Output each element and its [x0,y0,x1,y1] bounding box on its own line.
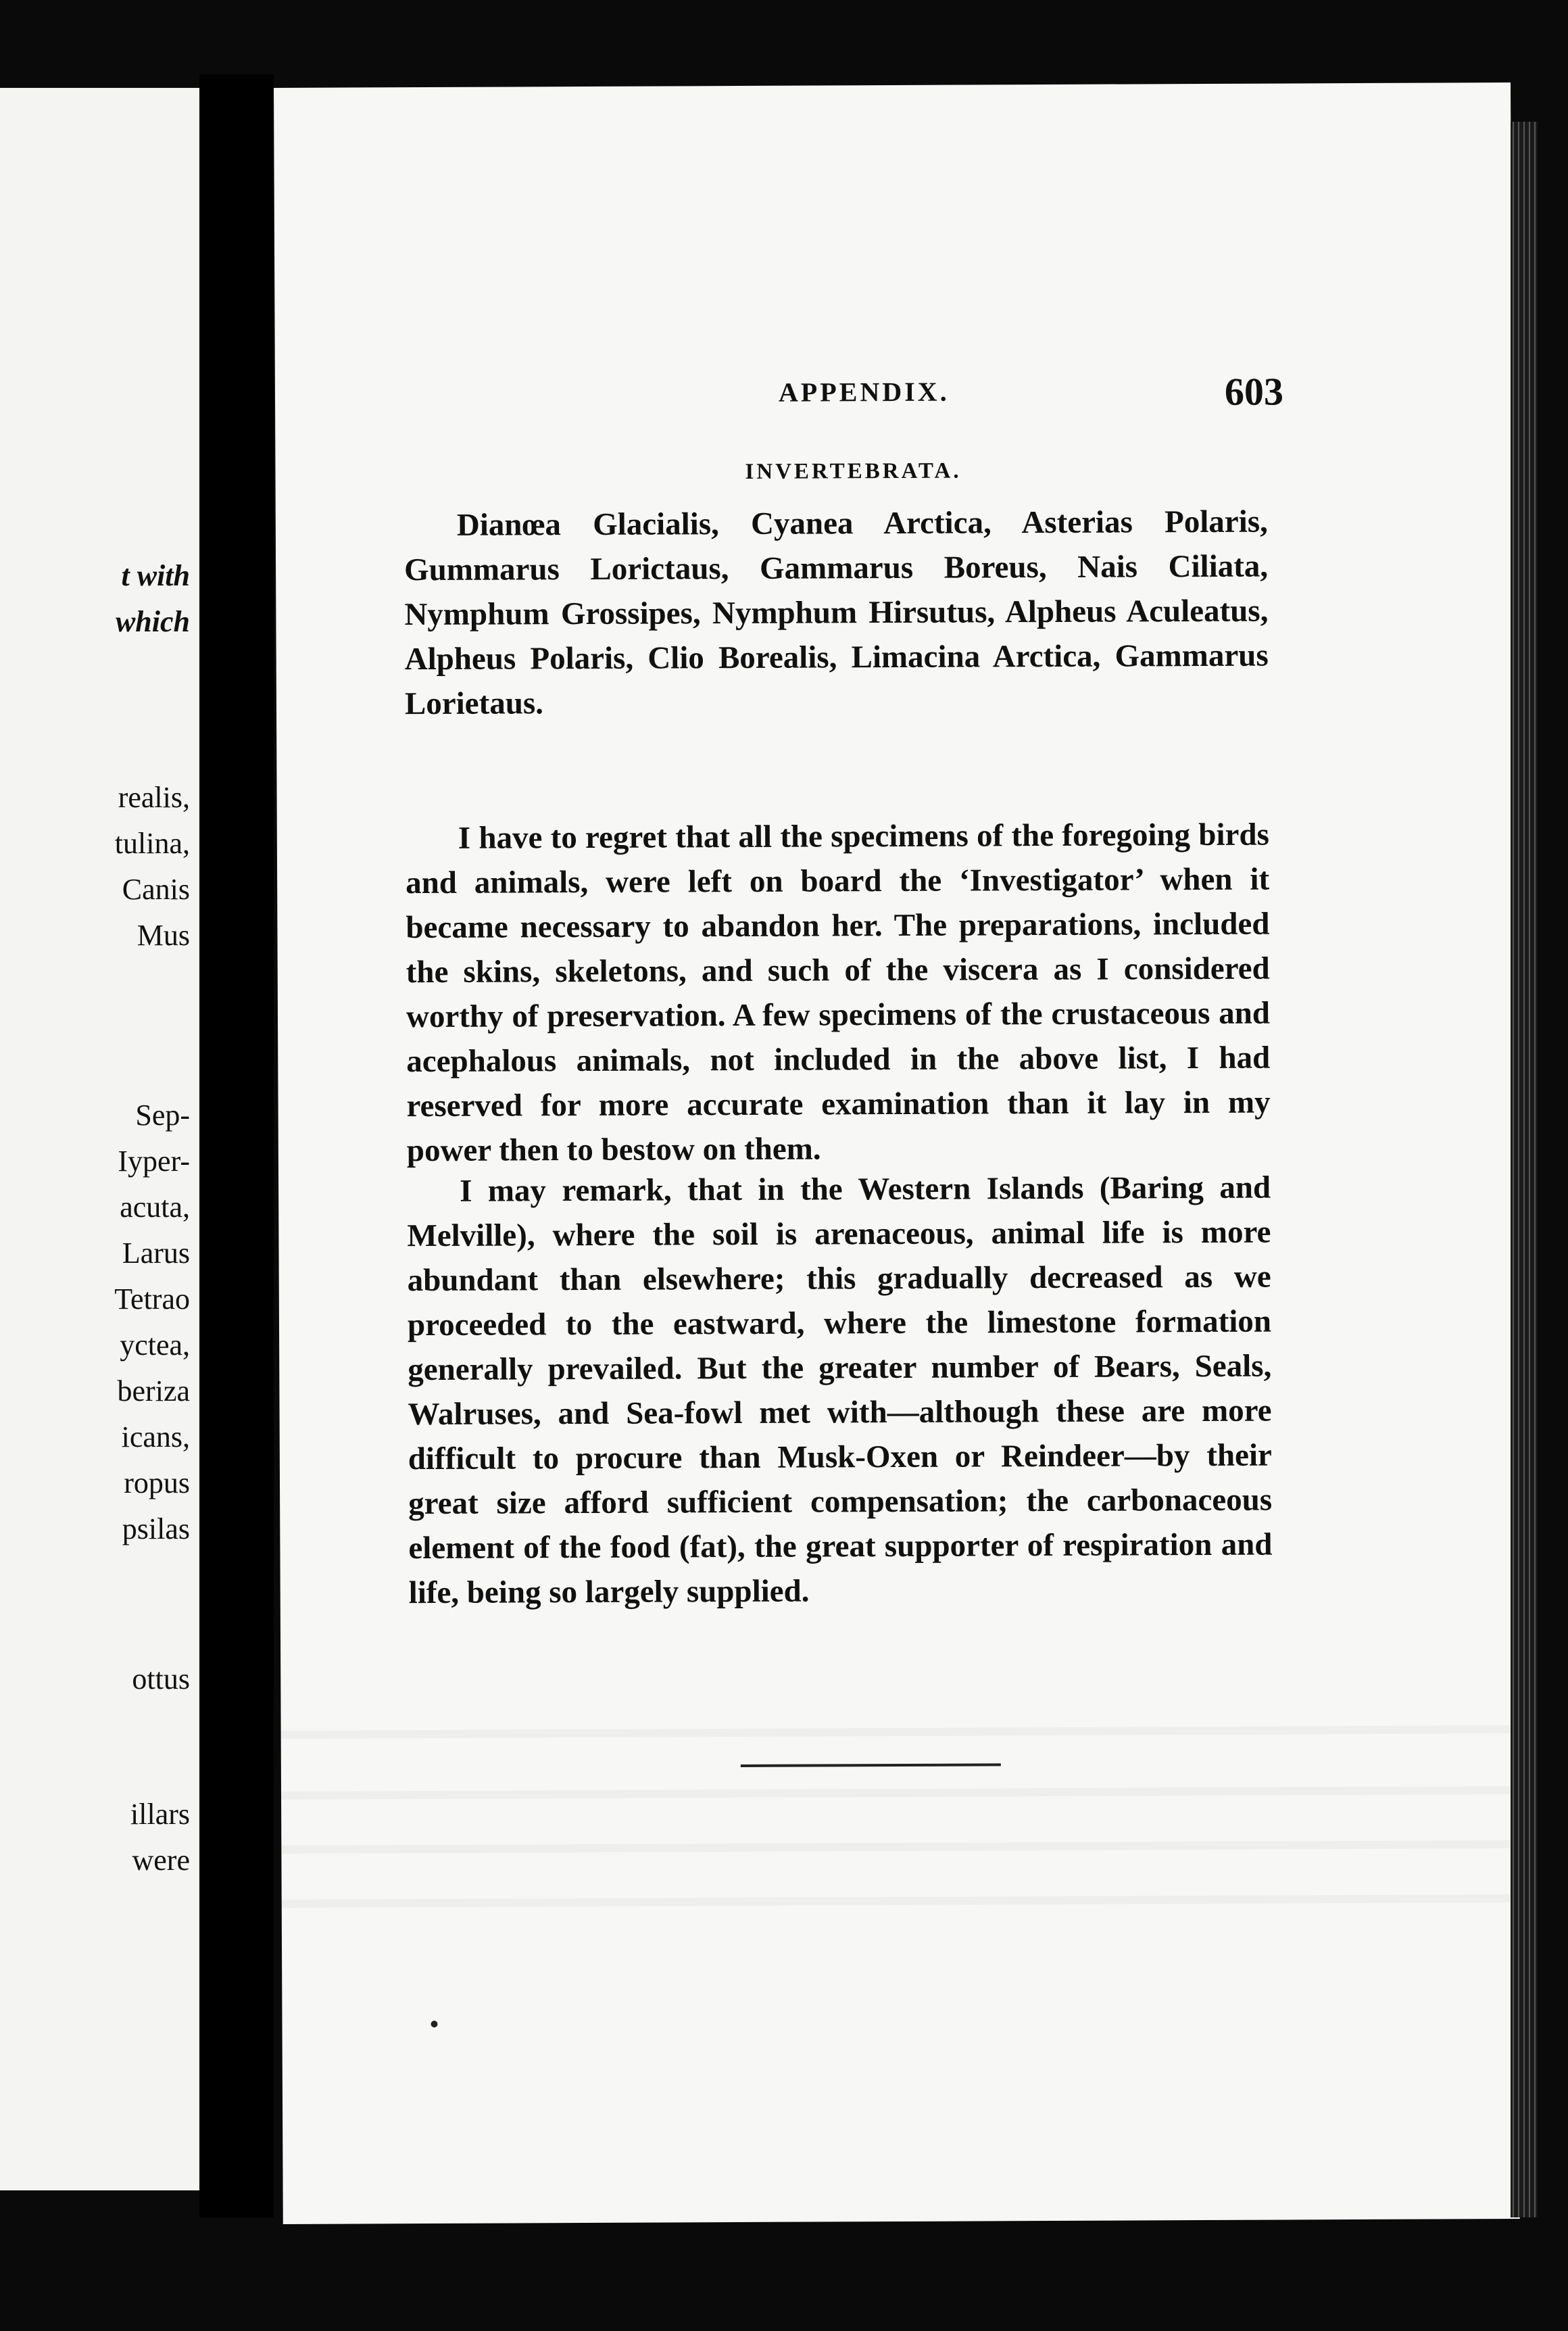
left-page-line: icans, [121,1420,190,1453]
left-page-line: realis, [118,781,190,814]
left-page-line: ottus [132,1662,190,1696]
running-head: APPENDIX. [778,376,950,408]
left-page-line: Iyper- [118,1145,190,1178]
paragraph-block [407,1166,1273,1616]
show-through-shadow [281,1786,1518,1800]
species-list-block [404,500,1269,727]
left-page-line: Mus [137,919,190,952]
previous-page-fragment [0,88,199,2190]
book-gutter-shadow [199,74,274,2217]
show-through-shadow [281,1725,1518,1739]
left-page-line: which [115,605,190,638]
page-header [275,369,1512,433]
left-page-line: yctea, [120,1328,190,1362]
section-heading: INVERTEBRATA. [745,458,962,484]
show-through-shadow [281,1840,1518,1854]
left-page-line: Larus [122,1236,190,1270]
species-list: Dianœa Glacialis, Cyanea Arctica, Asterias Polaris, Gummarus Lorictaus, Gammarus Boreus, Nais Ciliata, Nymphum Grossipes, Nymphum Hirsutus, Alpheus Aculeatus, Alpheus Polaris, Clio Borealis, Limacina Arctica, Gammarus Lorietaus. [404,504,1269,722]
paragraph-specimens-lost: I have to regret that all the specimens of the foregoing birds and animals, were left on board the ‘Investigator’ when it became necessary to abandon her. The preparations, included the skins, skeletons, and such of the viscera as I considered worthy of preservation. A few specimens of the crustaceous and acephalous animals, not included in the above list, I had reserved for more accurate examination than it lay in my power then to bestow on them. [406,817,1271,1169]
left-page-line: Canis [122,873,190,906]
left-page-line: Sep- [135,1099,190,1132]
ink-speck [431,2021,437,2027]
page-stack-edge [1511,122,1538,2217]
page-603 [274,82,1520,2224]
left-page-line: illars [130,1798,190,1831]
left-page-line: beriza [117,1374,190,1408]
left-page-line: t with [121,559,190,592]
paragraph-western-islands: I may remark, that in the Western Islands (Baring and Melville), where the soil is arenaceous, animal life is more abundant than elsewhere; this gradually decreased as we proceeded to the eastward, where the limestone formation generally prevailed. But the greater number of Bears, Seals, Walruses, and Sea-fowl met with—although these are more difficult to procure than Musk-Oxen or Reindeer—by their great size afford sufficient compensation; the carbonaceous element of the food (fat), the great supporter of respiration and life, being so largely supplied. [407,1170,1273,1611]
left-page-line: psilas [122,1512,190,1545]
section-end-rule [741,1763,1001,1767]
left-page-line: were [132,1844,190,1877]
left-page-line: Tetrao [114,1282,190,1316]
left-page-line: ropus [124,1466,190,1499]
page-number: 603 [1224,369,1284,414]
show-through-shadow [282,1894,1519,1908]
paragraph-block [406,813,1271,1174]
left-page-line: acuta, [120,1191,190,1224]
left-page-line: tulina, [114,827,190,860]
